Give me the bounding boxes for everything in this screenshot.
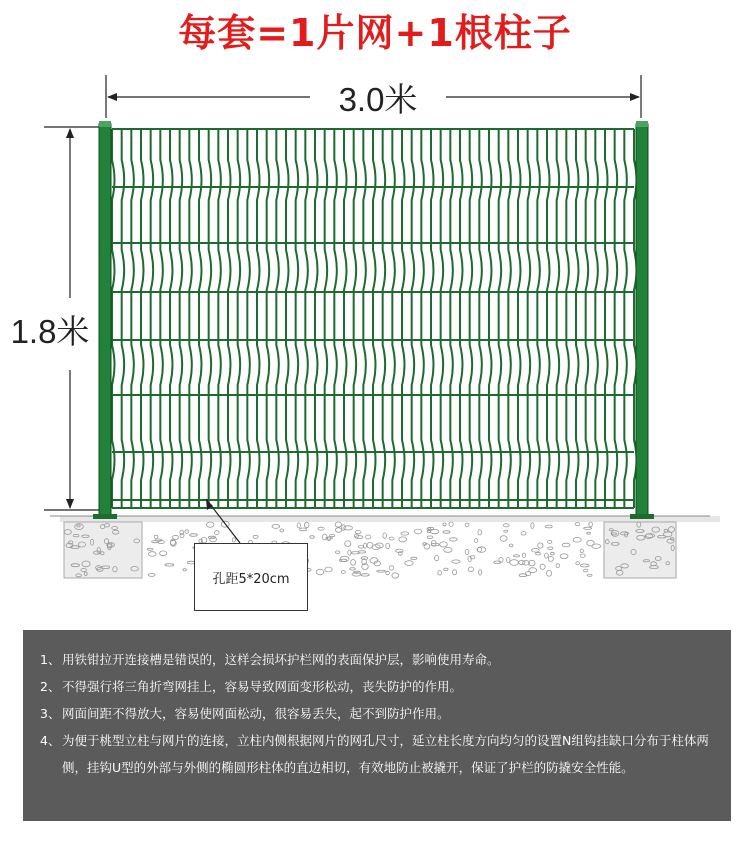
width-arrow-right [630,93,640,101]
gravel-pebble [536,552,541,555]
gravel-pebble [560,554,568,559]
gravel-pebble [318,527,324,530]
gravel-pebble [355,531,361,534]
gravel-pebble [415,529,422,534]
gravel-pebble [547,570,552,576]
gravel-pebble [589,522,593,527]
gravel-pebble [232,538,235,542]
gravel-pebble [190,534,198,537]
post-right-cap [636,121,648,127]
gravel-pebble [475,539,478,543]
gravel-pebble [449,522,453,526]
gravel-pebble [272,524,280,528]
gravel-pebble [521,532,526,536]
gravel-pebble [513,555,519,557]
gravel-pebble [183,569,186,571]
gravel-pebble [510,560,519,566]
post-right-base [630,514,654,519]
gravel-pebble [545,553,549,558]
gravel-pebble [538,543,543,548]
gravel-pebble [185,530,189,533]
gravel-pebble [253,535,258,538]
gravel-pebble [548,540,552,543]
gravel-pebble [548,556,553,561]
note-item [40,700,713,727]
gravel-pebble [584,569,588,572]
gravel-pebble [359,551,366,553]
gravel-pebble [440,542,448,547]
post-left-base [93,514,117,519]
gravel-pebble [149,552,157,557]
gravel-pebble [325,567,332,572]
gravel-pebble [304,522,309,527]
gravel-pebble [529,568,537,573]
gravel-pebble [424,544,430,549]
note-text: 不得强行将三角折弯网挂上，容易导致网面变形松动，丧失防护的作用。 [62,679,463,694]
gravel-pebble [335,528,341,533]
gravel-pebble [377,570,386,572]
gravel-pebble [383,533,387,538]
gravel-pebble [435,556,439,561]
gravel-pebble [576,562,580,565]
gravel-pebble [592,544,601,548]
gravel-pebble [348,550,351,555]
gravel-pebble [366,535,371,539]
gravel-pebble [173,535,179,539]
width-label: 3.0米 [318,74,438,121]
gravel-pebble [522,553,525,557]
note-text: 网面间距不得放大，容易使网面松动，很容易丢失，起不到防护作用。 [62,706,450,721]
gravel-pebble [431,530,439,534]
gravel-pebble [465,523,469,526]
gravel-pebble [299,528,306,531]
note-item [40,646,713,673]
gravel-pebble [386,571,390,574]
note-number: 4、 [40,733,61,748]
gravel-pebble [359,546,364,549]
gravel-pebble [587,540,594,546]
gravel-pebble [405,561,413,566]
headline: 每套=1片网+1根柱子 [178,11,572,55]
gravel-pebble [573,538,581,543]
gravel-pebble [556,564,559,568]
gravel-pebble [580,549,583,553]
gravel-pebble [506,558,510,563]
gravel-pebble [453,570,457,575]
note-number: 2、 [40,679,61,694]
gravel-pebble [562,543,570,547]
gravel-pebble [438,571,442,576]
gravel-pebble [587,532,591,534]
hole-spacing-box [194,543,308,611]
height-arrow-bottom [66,499,74,509]
gravel-pebble [584,527,592,529]
gravel-pebble [504,530,508,532]
gravel-pebble [367,542,373,548]
gravel-pebble [411,557,417,559]
gravel-pebble [215,531,220,535]
gravel-pebble [386,543,390,549]
note-text: 用铁钳拉开连接槽是错误的，这样会损坏护栏网的表面保护层，影响使用寿命。 [62,652,500,667]
gravel-pebble [449,538,457,541]
note-number: 3、 [40,706,61,721]
gravel-pebble [580,564,589,567]
notes-panel [23,630,731,821]
gravel-pebble [207,522,214,527]
gravel-pebble [148,573,155,576]
note-item [40,673,713,700]
ground [50,516,720,578]
gravel-pebble [575,523,580,526]
post-left [99,124,111,518]
gravel-pebble [345,541,351,547]
height-label: 1.8米 [10,313,90,350]
gravel-pebble [431,543,439,545]
gravel-pebble [465,549,469,554]
gravel-pebble [165,564,174,566]
gravel-pebble [147,548,153,550]
gravel-pebble [548,547,553,549]
gravel-pebble [531,523,534,529]
gravel-pebble [392,573,399,578]
gravel-pebble [389,566,394,570]
ground-strip [60,516,720,522]
gravel-pebble [468,556,471,562]
gravel-pebble [444,548,452,553]
gravel-pebble [335,522,341,527]
gravel-pebble [503,524,509,527]
gravel-pebble [180,534,184,538]
gravel-pebble [399,537,407,542]
gravel-pebble [509,544,513,547]
gravel-pebble [427,536,433,539]
gravel-pebble [478,530,482,535]
fence-mesh [112,129,637,508]
gravel [64,521,674,578]
gravel-pebble [280,529,284,532]
height-arrow-top [66,128,74,138]
gravel-pebble [350,568,356,570]
gravel-pebble [545,525,552,528]
width-arrow-left [107,93,117,101]
gravel-pebble [443,523,446,526]
gravel-pebble [551,552,555,555]
gravel-pebble [587,574,592,576]
gravel-pebble [361,574,369,576]
note-number: 1、 [40,652,61,667]
gravel-pebble [479,570,482,575]
gravel-pebble [443,531,450,534]
post-left-cap [99,121,111,127]
gravel-pebble [297,523,300,528]
gravel-pebble [330,535,335,537]
gravel-pebble [341,571,345,574]
gravel-pebble [468,567,473,572]
gravel-pebble [160,551,167,556]
gravel-pebble [351,560,356,566]
gravel-pebble [401,532,409,535]
gravel-pebble [310,536,314,539]
gravel-pebble [154,535,158,538]
gravel-pebble [580,554,585,557]
post-right [636,124,648,518]
note-item [40,727,713,781]
gravel-pebble [452,560,460,563]
gravel-pebble [389,537,394,540]
gravel-pebble [444,568,448,571]
gravel-pebble [500,536,507,542]
gravel-pebble [335,551,339,554]
note-text: 为便于桃型立柱与网片的连接，立柱内侧根据网片的网孔尺寸，延立柱长度方向均匀的设置N组钩挂缺口分布于柱体两侧，挂钩U型的外部与外侧的椭圆形柱体的直边相切，有效地防止被撬开，保证了护栏的防撬安全性能。 [62,733,709,775]
gravel-pebble [540,564,545,569]
gravel-pebble [364,543,367,548]
gravel-pebble [316,569,324,575]
gravel-pebble [532,549,540,553]
hole-spacing-label: 孔距5*20cm [212,571,290,587]
